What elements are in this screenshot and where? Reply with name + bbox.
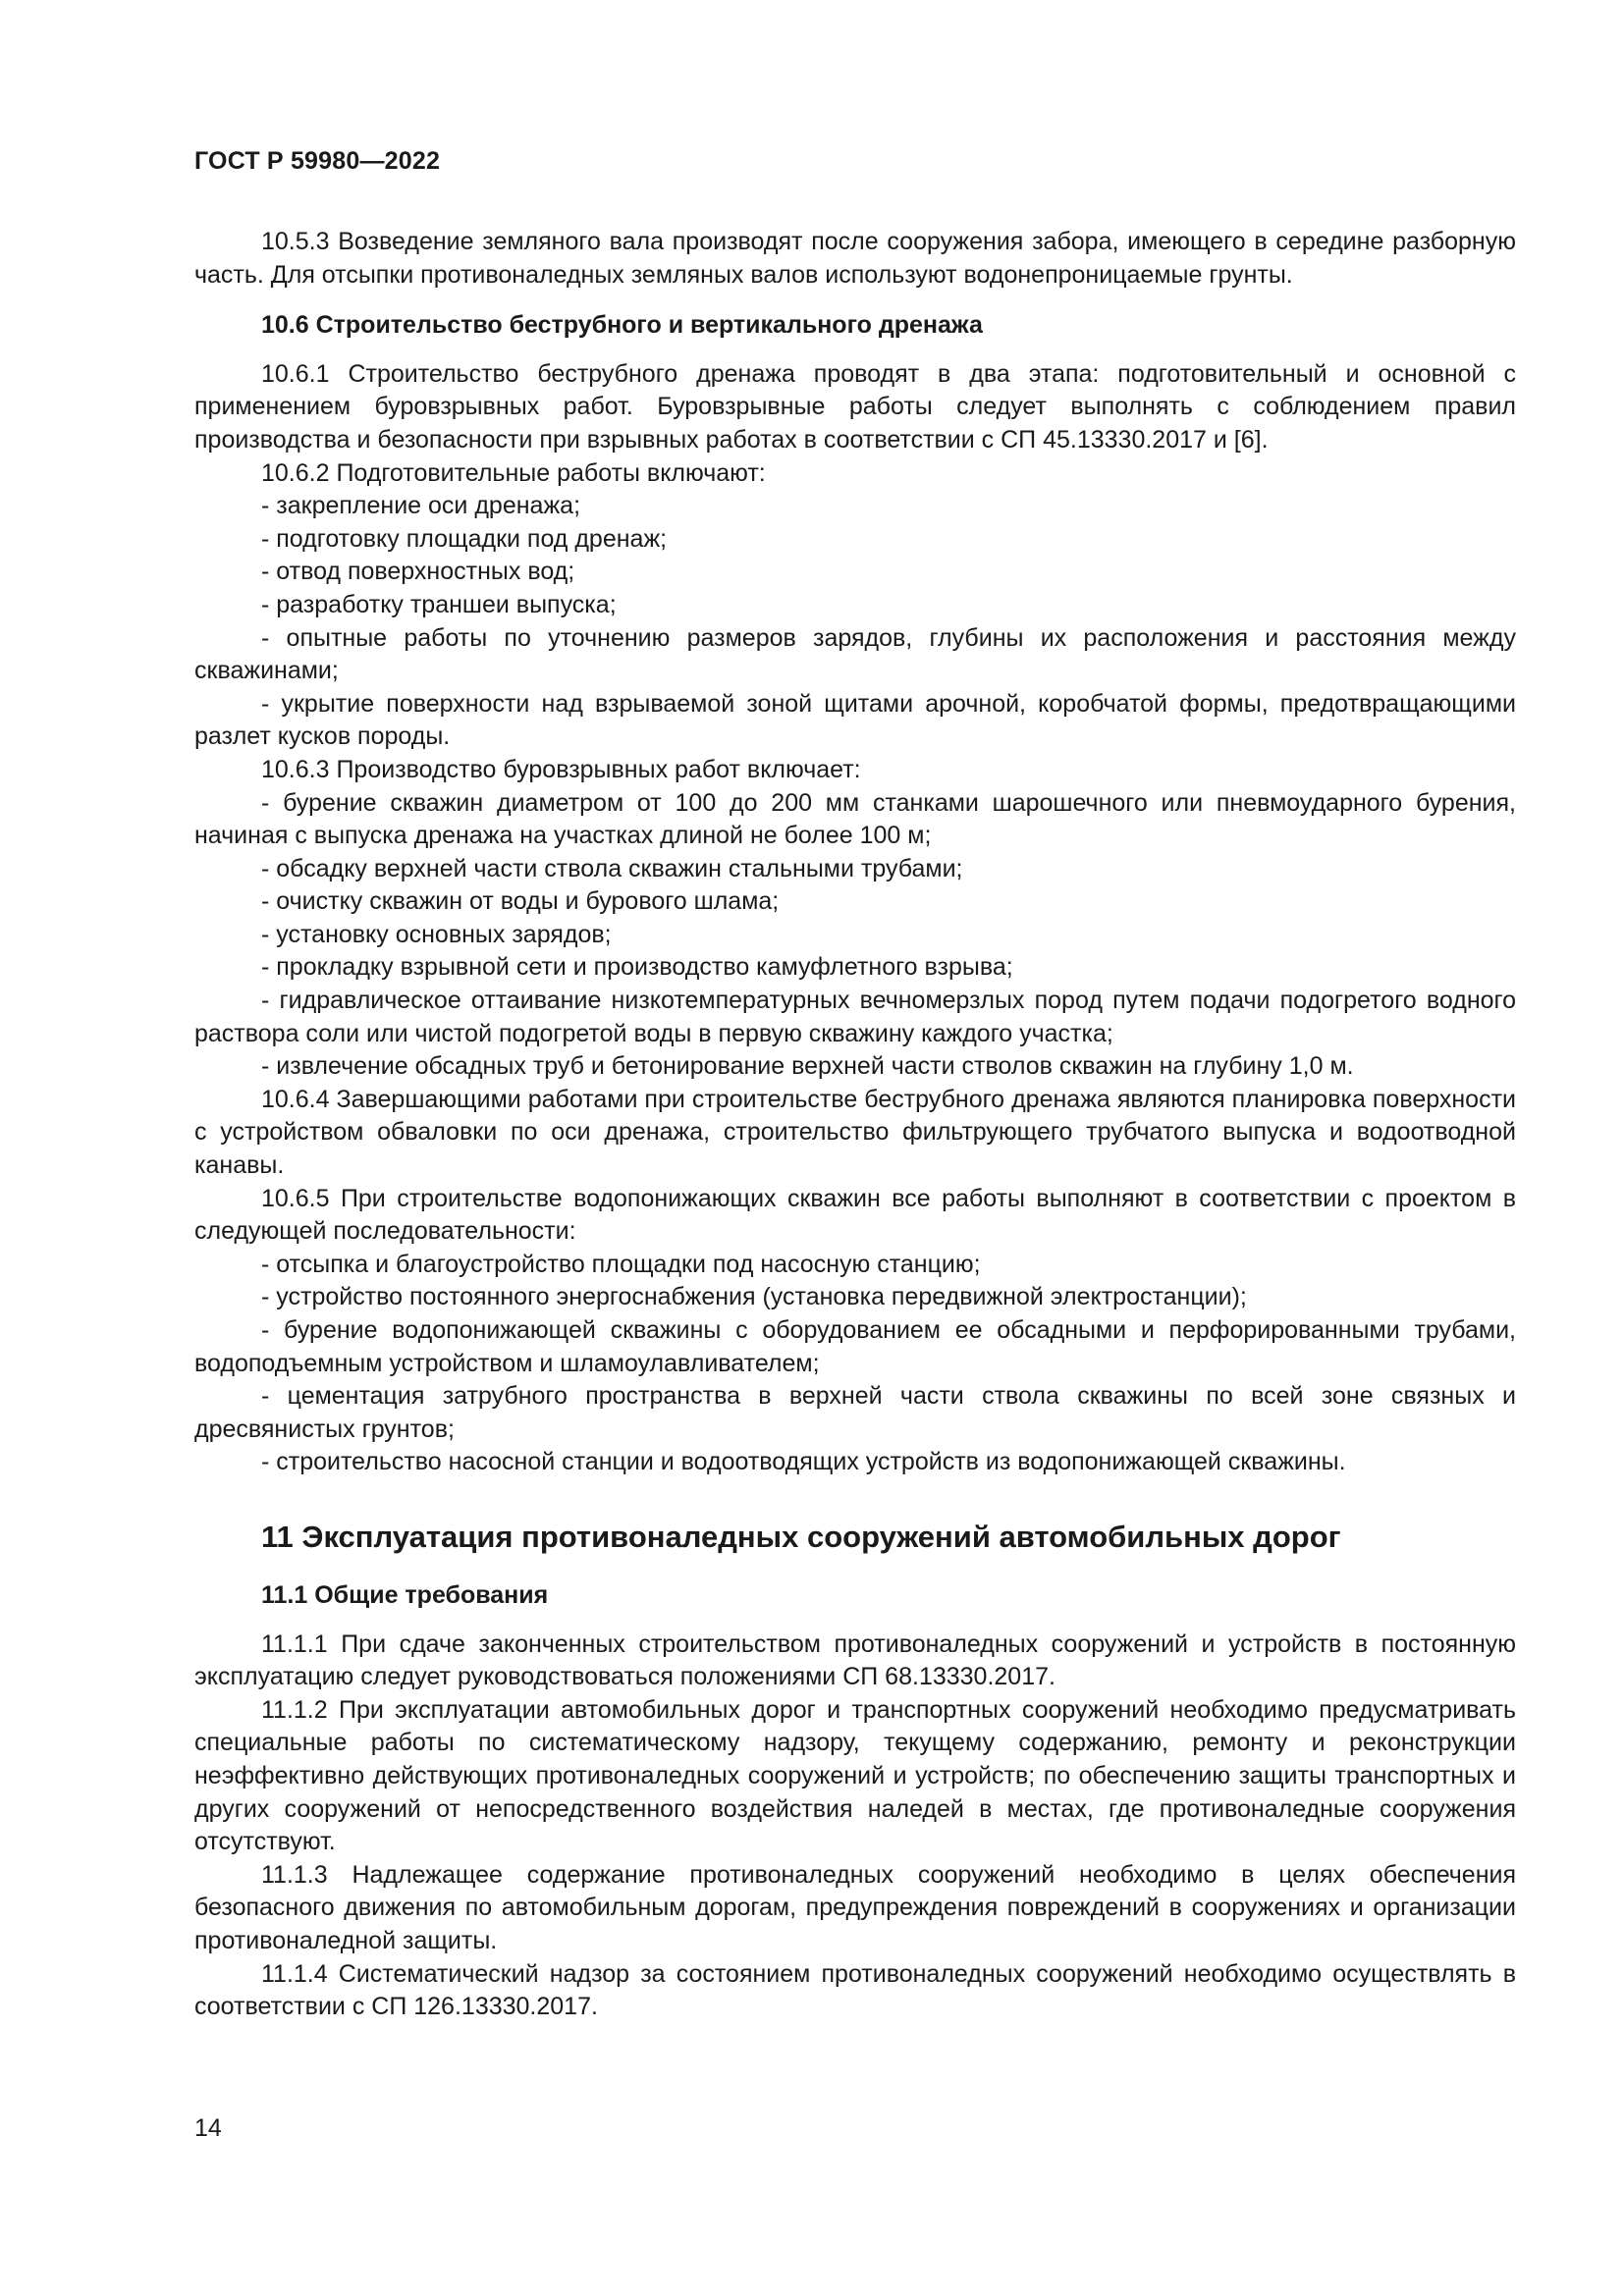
list-item: - очистку скважин от воды и бурового шлама; <box>261 887 780 916</box>
list-item: - устройство постоянного энергоснабжения (установка передвижной электростанции); <box>261 1283 1247 1311</box>
paragraph-11-1-2: 11.1.2 При эксплуатации автомобильных дорог и транспортных сооружений необходимо предусматривать специальные работы по систематическому надзору, текущему содержанию, ремонту и реконструкции неэффективно действующих противоналедных сооружений и устройств; по обеспечению защиты транспортных и других сооружений от непосредственного воздействия наледей в местах, где противоналедные сооружения отсутствуют. <box>194 1695 1516 1856</box>
list-item: - установку основных зарядов; <box>261 920 612 948</box>
page-number: 14 <box>194 2114 222 2142</box>
list-item: - опытные работы по уточнению размеров зарядов, глубины их расположения и расстояния между скважинами; <box>194 623 1516 685</box>
list-item: - укрытие поверхности над взрываемой зоной щитами арочной, коробчатой формы, предотвращающими разлет кусков породы. <box>194 689 1516 751</box>
paragraph-10-6-4: 10.6.4 Завершающими работами при строительстве беструбного дренажа являются планировка поверхности с устройством обваловки по оси дренажа, строительство фильтрующего трубчатого выпуска и водоотводной канавы. <box>194 1085 1516 1180</box>
list-item: - извлечение обсадных труб и бетонирование верхней части стволов скважин на глубину 1,0 м. <box>261 1052 1354 1081</box>
paragraph-11-1-3: 11.1.3 Надлежащее содержание противоналедных сооружений необходимо в целях обеспечения безопасного движения по автомобильным дорогам, предупреждения повреждений в сооружениях и организации противоналедной защиты. <box>194 1860 1516 1954</box>
list-item: - прокладку взрывной сети и производство камуфлетного взрыва; <box>261 953 1013 982</box>
list-item: - строительство насосной станции и водоотводящих устройств из водопонижающей скважины. <box>261 1448 1346 1476</box>
document-header: ГОСТ Р 59980—2022 <box>194 147 441 175</box>
paragraph-10-6-2: 10.6.2 Подготовительные работы включают: <box>261 458 766 487</box>
paragraph-10-6-1: 10.6.1 Строительство беструбного дренажа проводят в два этапа: подготовительный и основной с применением буровзрывных работ. Буровзрывные работы следует выполнять с соблюдением правил производства и безопасности при взрывных работах в соответствии с СП 45.13330.2017 и [6]. <box>194 359 1516 454</box>
subsection-heading-10-6: 10.6 Строительство беструбного и вертикального дренажа <box>261 311 983 340</box>
paragraph-11-1-4: 11.1.4 Систематический надзор за состоянием противоналедных сооружений необходимо осуществлять в соответствии с СП 126.13330.2017. <box>194 1959 1516 2021</box>
paragraph-10-6-5: 10.6.5 При строительстве водопонижающих скважин все работы выполняют в соответствии с проектом в следующей последовательности: <box>194 1184 1516 1246</box>
list-item: - обсадку верхней части ствола скважин стальными трубами; <box>261 854 963 882</box>
list-item: - цементация затрубного пространства в верхней части ствола скважины по всей зоне связных и дресвянистых грунтов; <box>194 1382 1516 1443</box>
list-item: - закрепление оси дренажа; <box>261 492 581 520</box>
list-item: - подготовку площадки под дренаж; <box>261 524 668 553</box>
list-item: - гидравлическое оттаивание низкотемпературных вечномерзлых пород путем подачи подогретого водного раствора соли или чистой подогретой воды в первую скважину каждого участка; <box>194 987 1516 1047</box>
paragraph-10-5-3: 10.5.3 Возведение земляного вала производят после сооружения забора, имеющего в середине разборную часть. Для отсыпки противоналедных земляных валов используют водонепроницаемые грунты. <box>194 228 1516 289</box>
list-item: - отвод поверхностных вод; <box>261 558 575 586</box>
list-item: - бурение водопонижающей скважины с оборудованием ее обсадными и перфорированными трубами, водоподъемным устройством и шламоулавливателем; <box>194 1316 1516 1377</box>
document-body <box>194 226 1516 2024</box>
list-item: - бурение скважин диаметром от 100 до 200 мм станками шарошечного или пневмоударного бурения, начиная с выпуска дренажа на участках длиной не более 100 м; <box>194 788 1516 850</box>
paragraph-11-1-1: 11.1.1 При сдаче законченных строительством противоналедных сооружений и устройств в постоянную эксплуатацию следует руководствоваться положениями СП 68.13330.2017. <box>194 1629 1516 1691</box>
list-item: - разработку траншеи выпуска; <box>261 590 617 618</box>
subsection-heading-11-1: 11.1 Общие требования <box>261 1580 549 1609</box>
list-item: - отсыпка и благоустройство площадки под насосную станцию; <box>261 1250 981 1278</box>
paragraph-10-6-3: 10.6.3 Производство буровзрывных работ включает: <box>261 755 861 783</box>
section-heading-11: 11 Эксплуатация противоналедных сооружений автомобильных дорог <box>261 1519 1341 1554</box>
